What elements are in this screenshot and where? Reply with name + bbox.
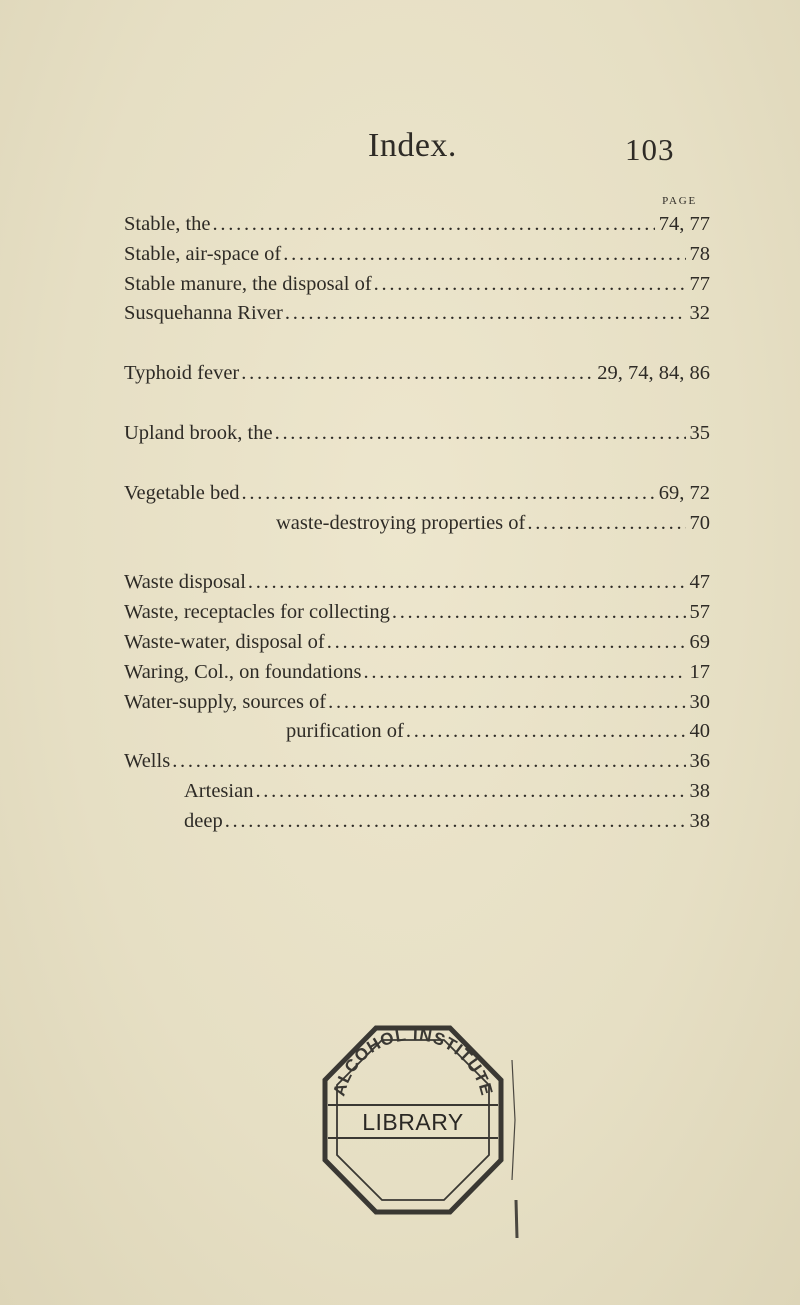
entry-pages: 40 <box>689 720 710 743</box>
entry-pages: 32 <box>689 302 710 325</box>
index-entry <box>124 688 710 718</box>
index-subentry <box>124 777 710 807</box>
index-entry <box>124 299 710 329</box>
dot-leader <box>364 658 686 688</box>
entry-term: Stable manure, the disposal of <box>124 272 372 295</box>
index-subentry <box>124 807 710 837</box>
dot-leader <box>242 479 655 509</box>
dot-leader <box>213 210 655 240</box>
page-number: 103 <box>625 132 675 167</box>
entry-pages: 35 <box>689 421 710 444</box>
dot-leader <box>392 598 686 628</box>
dot-leader <box>255 777 685 807</box>
entry-pages: 70 <box>689 511 710 534</box>
index-entry <box>124 479 710 509</box>
page-title: Index. <box>368 127 457 164</box>
index-entry <box>124 419 710 449</box>
entry-term: Waste, receptacles for collecting <box>124 601 390 624</box>
dot-leader <box>241 359 593 389</box>
entry-pages: 57 <box>689 601 710 624</box>
dot-leader <box>248 568 686 598</box>
stamp-center-text: LIBRARY <box>362 1109 464 1135</box>
library-stamp <box>298 1000 528 1240</box>
entry-term: Wells <box>124 750 171 773</box>
dot-leader <box>285 299 686 329</box>
dot-leader <box>406 717 686 747</box>
entry-term: Upland brook, the <box>124 421 273 444</box>
index-entry <box>124 628 710 658</box>
entry-pages: 77 <box>689 272 710 295</box>
dot-leader <box>283 240 685 270</box>
entry-term: Stable, the <box>124 213 211 235</box>
dot-leader <box>172 747 685 777</box>
entry-pages: 30 <box>689 690 710 713</box>
dot-leader <box>275 419 686 449</box>
index-entry <box>124 270 710 300</box>
index-list <box>124 210 710 837</box>
index-entry <box>124 240 710 270</box>
entry-pages: 38 <box>689 809 710 832</box>
dot-leader <box>374 270 686 300</box>
entry-term: Susquehanna River <box>124 302 283 325</box>
entry-pages: 36 <box>689 750 710 773</box>
entry-term: Waring, Col., on foundations <box>124 660 362 683</box>
entry-term: deep <box>184 809 223 832</box>
entry-term: Stable, air-space of <box>124 242 282 265</box>
entry-term: Waste-water, disposal of <box>124 630 325 653</box>
stamp-arc-top: ALCOHOL INSTITUTE <box>329 1024 497 1099</box>
dot-leader <box>327 628 686 658</box>
entry-pages: 69, 72 <box>658 481 710 504</box>
entry-pages: 69 <box>689 630 710 653</box>
entry-term: Waste disposal <box>124 571 246 594</box>
index-subentry <box>124 717 710 747</box>
stamp-margin-mark <box>512 1060 517 1238</box>
index-entry <box>124 568 710 598</box>
index-entry <box>124 598 710 628</box>
index-entry <box>124 658 710 688</box>
stamp-arc-text <box>329 1025 496 1098</box>
entry-pages: 17 <box>689 660 710 683</box>
entry-pages: 74, 77 <box>658 213 710 235</box>
entry-term: Vegetable bed <box>124 481 240 504</box>
entry-term: Water-supply, sources of <box>124 690 327 713</box>
index-entry <box>124 359 710 389</box>
dot-leader <box>328 688 685 718</box>
index-entry <box>124 747 710 777</box>
page-column-label: PAGE <box>662 195 697 207</box>
index-entry <box>124 210 710 240</box>
page-header <box>0 127 800 177</box>
entry-term: Artesian <box>184 779 254 802</box>
dot-leader <box>527 509 685 539</box>
entry-term: waste-destroying properties of <box>276 511 526 534</box>
entry-pages: 38 <box>689 779 710 802</box>
index-subentry <box>124 509 710 539</box>
entry-term: Typhoid fever <box>124 362 240 385</box>
entry-term: purification of <box>286 720 404 743</box>
dot-leader <box>225 807 686 837</box>
entry-pages: 29, 74, 84, 86 <box>597 362 710 385</box>
entry-pages: 47 <box>689 571 710 594</box>
entry-pages: 78 <box>689 242 710 265</box>
